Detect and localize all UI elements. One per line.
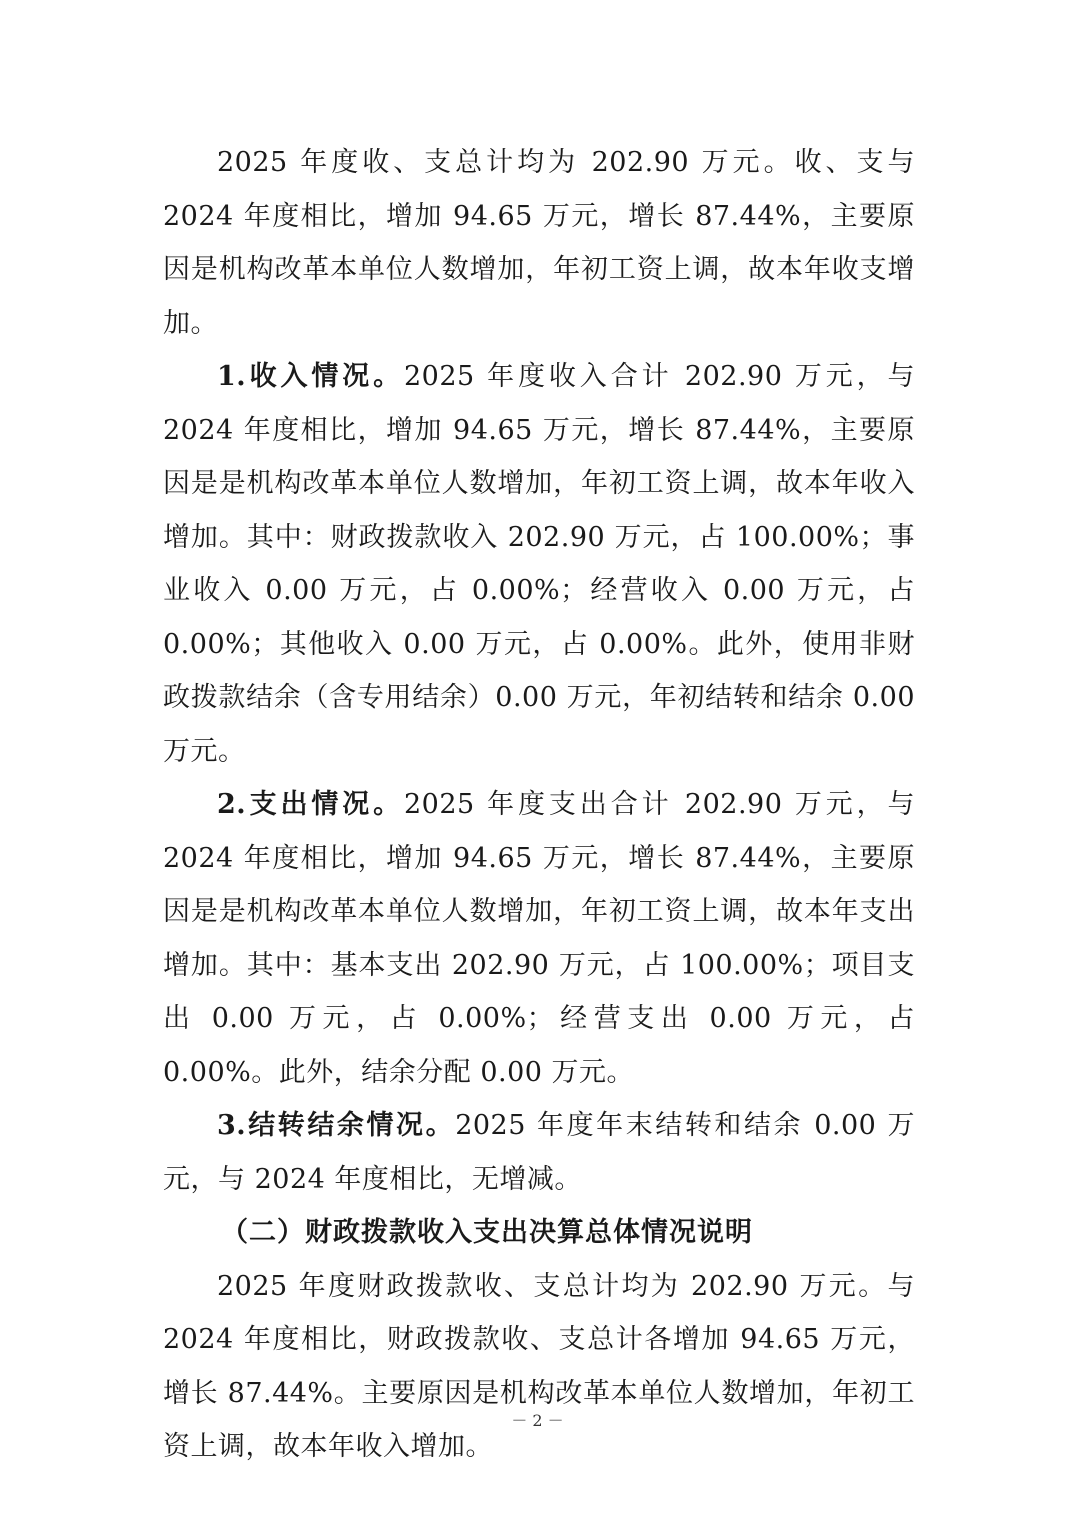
document-body bbox=[163, 136, 915, 1474]
expense-text: 2025 年度支出合计 202.90 万元，与 2024 年度相比，增加 94.65 万元，增长 87.44%，主要原因是是机构改革本单位人数增加，年初工资上调，故本年支出增加。其中：基本支出 202.90 万元，占 100.00%；项目支出 0.00 万元，占 0.00%；经营支出 0.00 万元，占 0.00%。此外，结余分配 0.00 万元。 bbox=[163, 789, 916, 1088]
balance-paragraph bbox=[163, 1099, 915, 1206]
income-paragraph bbox=[163, 350, 915, 778]
page-number: － 2 － bbox=[511, 1411, 564, 1430]
balance-heading: 3.结转结余情况。 bbox=[217, 1110, 456, 1141]
income-text: 2025 年度收入合计 202.90 万元，与 2024 年度相比，增加 94.65 万元，增长 87.44%，主要原因是是机构改革本单位人数增加，年初工资上调，故本年收入增加。其中：财政拨款收入 202.90 万元，占 100.00%；事业收入 0.00 万元，占 0.00%；经营收入 0.00 万元，占 0.00%；其他收入 0.00 万元，占 0.00%。此外，使用非财政拨款结余（含专用结余）0.00 万元，年初结转和结余 0.00 万元。 bbox=[163, 361, 916, 767]
income-heading: 1.收入情况。 bbox=[217, 361, 404, 392]
expense-paragraph bbox=[163, 778, 915, 1099]
expense-heading: 2.支出情况。 bbox=[217, 789, 404, 820]
balance-text: 2025 年度年末结转和结余 0.00 万元，与 2024 年度相比，无增减。 bbox=[163, 1110, 916, 1195]
section2-paragraph: 2025 年度财政拨款收、支总计均为 202.90 万元。与 2024 年度相比，财政拨款收、支总计各增加 94.65 万元，增长 87.44%。主要原因是机构改革本单位人数增加，年初工资上调，故本年收入增加。 bbox=[163, 1270, 915, 1462]
section-heading: （二）财政拨款收入支出决算总体情况说明 bbox=[221, 1217, 753, 1248]
intro-paragraph: 2025 年度收、支总计均为 202.90 万元。收、支与 2024 年度相比，增加 94.65 万元，增长 87.44%，主要原因是机构改革本单位人数增加，年初工资上调，故本年收支增加。 bbox=[163, 147, 915, 339]
